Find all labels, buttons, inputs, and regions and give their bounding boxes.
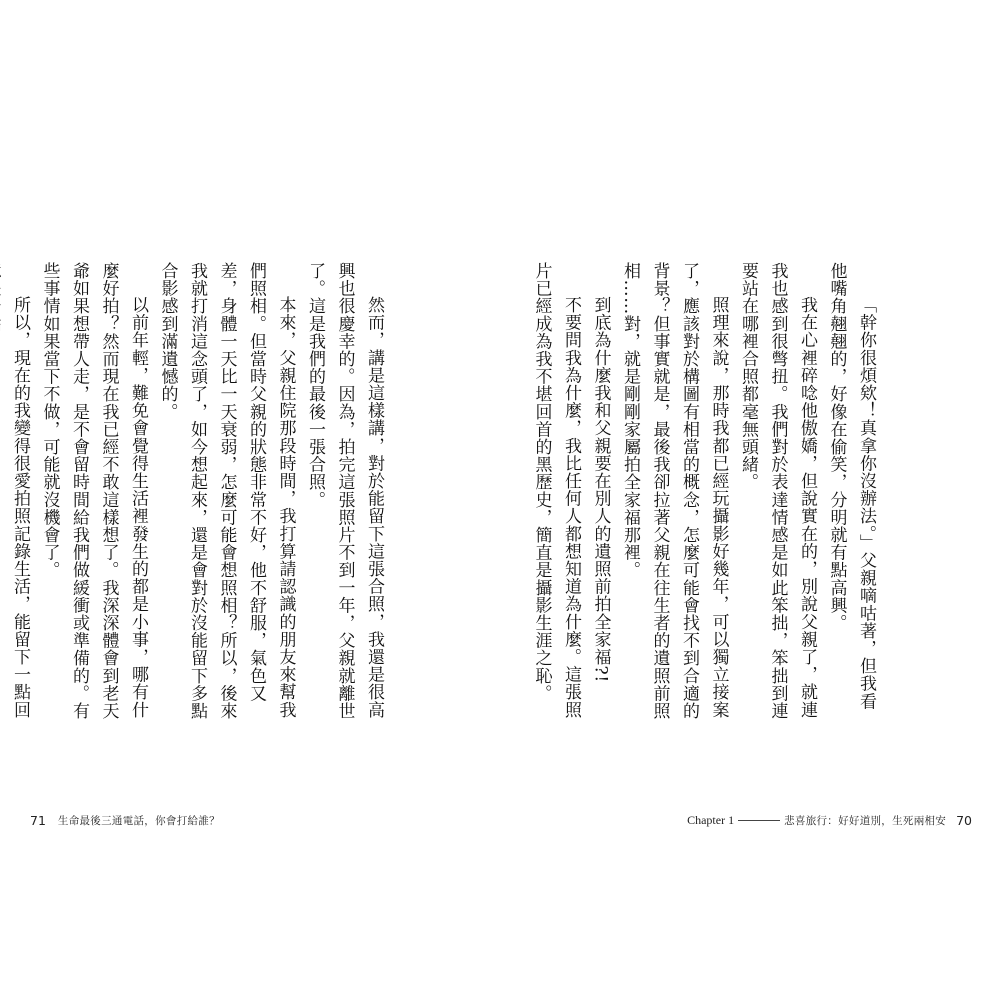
right-paragraph-4: 到底為什麼我和父親要在別人的遺照前拍全家福?! <box>590 296 611 683</box>
left-paragraph-3: 以前年輕，難免會覺得生活裡發生的都是小事，哪有什麼好拍？然而現在我已經不敢這樣想了。我深深體會到老天爺如果想帶人走，是不會留時間給我們做緩衝或準備的。有些事情如果當下不做，可能就沒機會了。 <box>39 262 148 720</box>
left-page-footer <box>30 813 220 828</box>
chapter-rule <box>738 820 780 821</box>
running-title: 悲喜旅行：好好道別，生死兩相安 <box>784 815 947 827</box>
right-paragraph-3: 照理來說，那時我都已經玩攝影好幾年，可以獨立接案了，應該對於構圖有相當的概念，怎麼可能會找不到合適的背景？但事實就是，最後我卻拉著父親在往生者的遺照前照相……對，就是剛剛家屬拍全家福那裡。 <box>620 262 729 720</box>
right-paragraph-5: 不要問我為什麼，我比任何人都想知道為什麼。這張照片已經成為我不堪回首的黑歷史，簡直是攝影生涯之恥。 <box>531 262 581 719</box>
running-title: 生命最後三通電話，你會打給誰？ <box>57 815 220 827</box>
left-page-body <box>10 262 388 722</box>
left-paragraph-4: 所以，現在的我變得很愛拍照記錄生活，能留下一點回 <box>10 296 30 719</box>
right-page <box>500 0 1000 1000</box>
left-paragraph-1: 然而，講是這樣講，對於能留下這張合照，我還是很高興也很慶幸的。因為，拍完這張照片不到一年，父親就離世了。這是我們的最後一張合照。 <box>305 262 384 720</box>
page-number: 70 <box>956 813 972 828</box>
right-paragraph-1: 「幹你很煩欸！真拿你沒辦法。」父親嘀咕著，但我看他嘴角翹翹的，好像在偷笑，分明就有點高興。 <box>826 262 876 710</box>
right-page-footer <box>687 813 972 828</box>
page-number: 71 <box>30 813 46 828</box>
left-paragraph-2: 本來，父親住院那段時間，我打算請認識的朋友來幫我們照相。但當時父親的狀態非常不好，他不舒服，氣色又差，身體一天比一天衰弱，怎麼可能會想照相？所以，後來我就打消這念頭了，如今想起來，還是會對於沒能留下多點合影感到滿遺憾的。 <box>157 262 296 720</box>
right-paragraph-2: 我在心裡碎唸他傲嬌，但說實在的，別說父親了，就連我也感到很彆扭。我們對於表達情感是如此笨拙，笨拙到連要站在哪裡合照都毫無頭緒。 <box>738 262 817 720</box>
chapter-label: Chapter 1 <box>687 813 735 827</box>
right-page-body <box>531 262 880 722</box>
